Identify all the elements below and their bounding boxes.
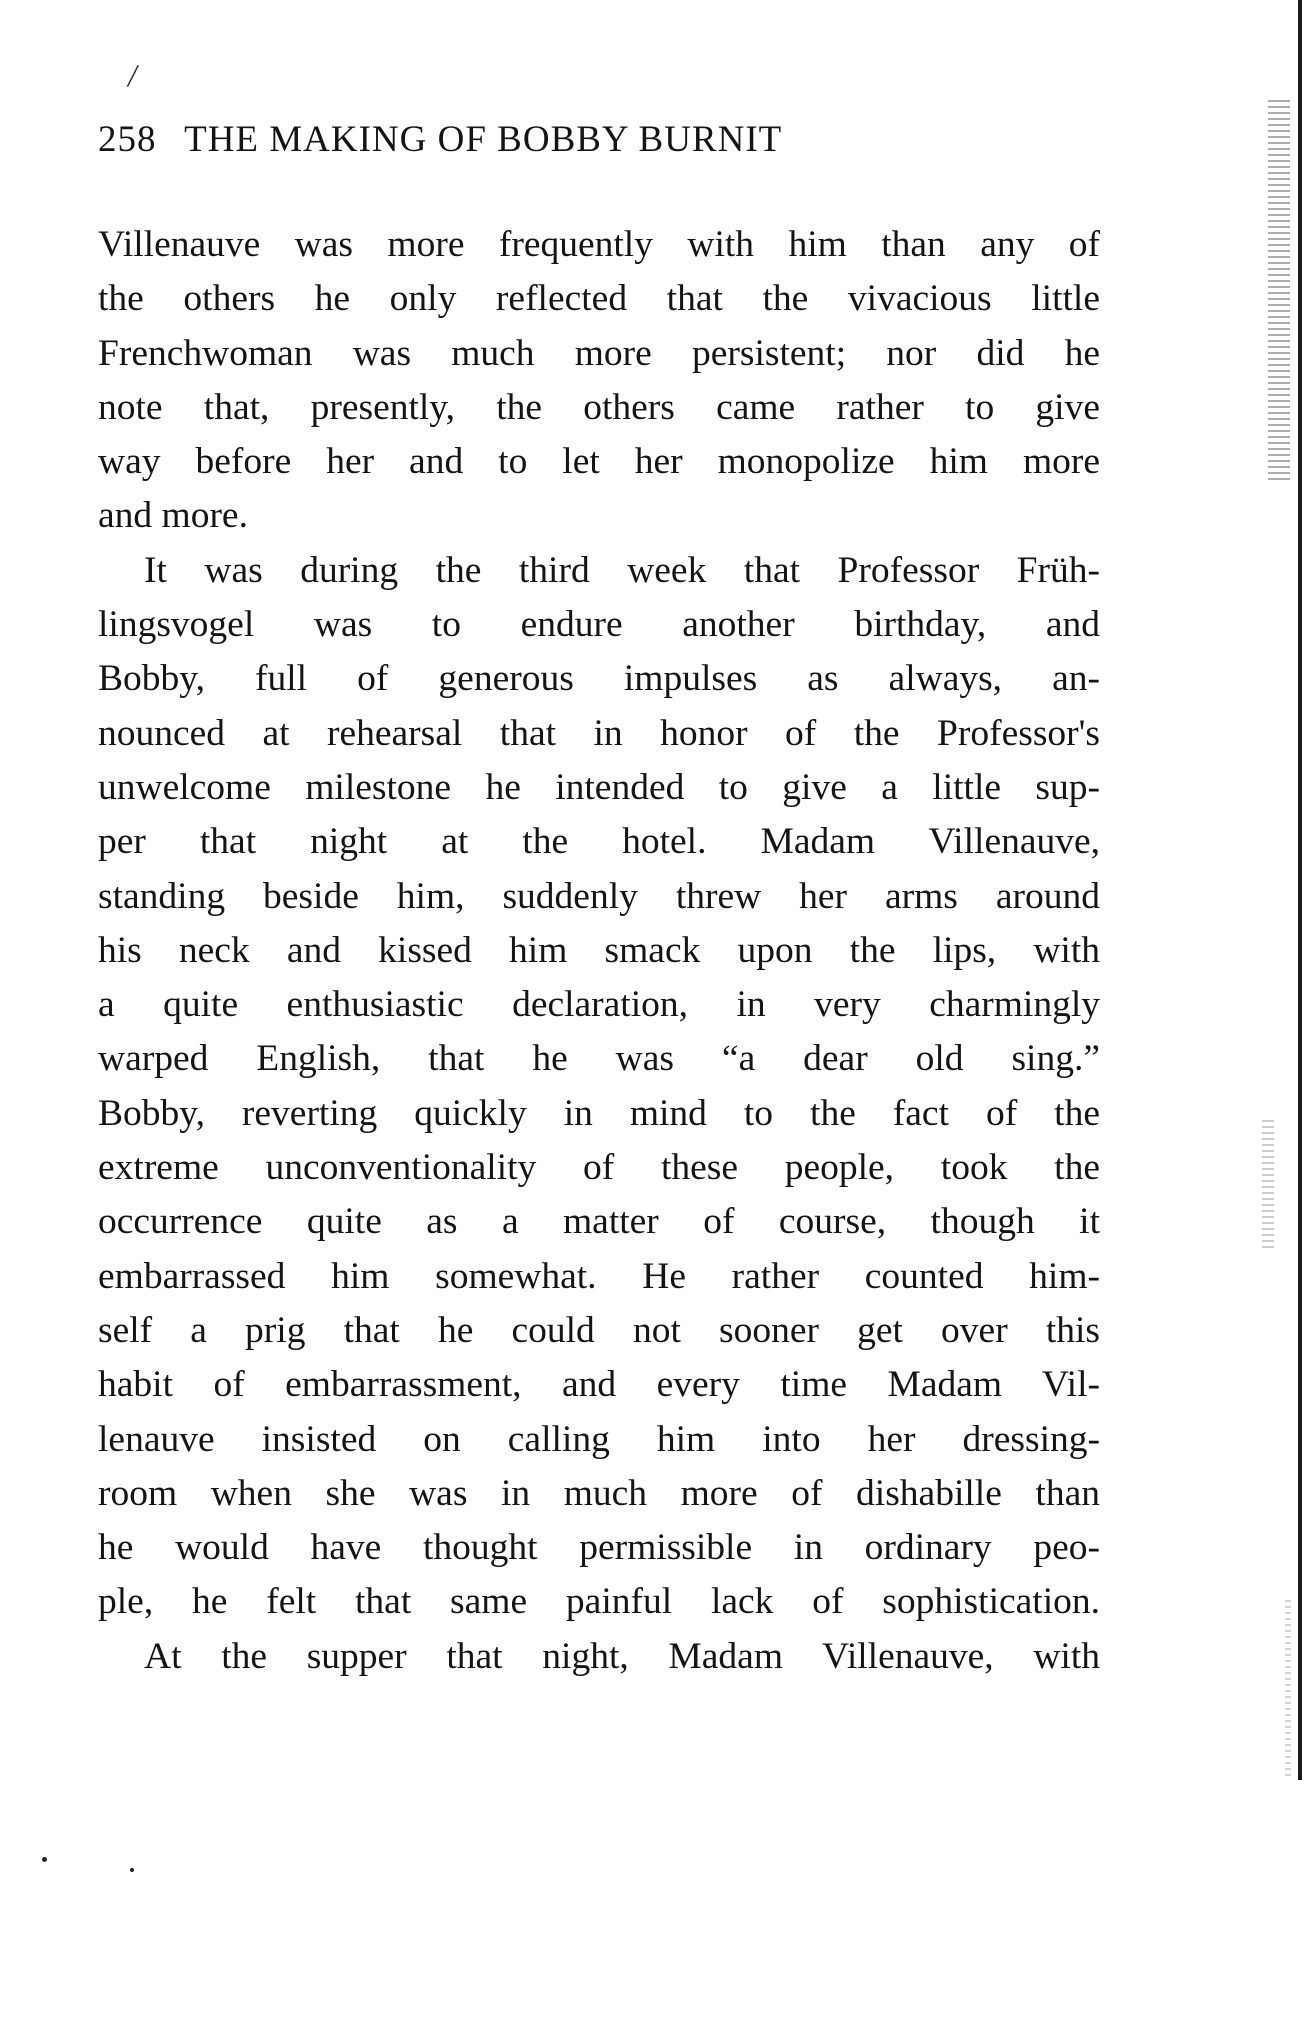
scan-noise [1285, 1600, 1291, 1780]
scan-noise [1262, 1120, 1274, 1250]
text-line: and more. [98, 495, 248, 537]
text-line: unwelcome milestone he intended to give a little sup- [98, 766, 1100, 808]
text-line: per that night at the hotel. Madam Villenauve, [98, 821, 1100, 863]
stray-ink-mark: / [125, 57, 141, 96]
paragraph [98, 1630, 1100, 1684]
text-line: Frenchwoman was much more persistent; nor did he [98, 332, 1100, 374]
text-line: lingsvogel was to endure another birthday, and [98, 604, 1100, 646]
running-title: THE MAKING OF BOBBY BURNIT [184, 119, 783, 160]
text-line: lenauve insisted on calling him into her dressing- [98, 1418, 1100, 1460]
text-line: the others he only reflected that the vivacious little [98, 278, 1100, 320]
text-line: standing beside him, suddenly threw her arms around [98, 875, 1100, 917]
text-line: room when she was in much more of dishabille than [98, 1472, 1100, 1514]
page-number: 258 [98, 119, 157, 160]
text-line: nounced at rehearsal that in honor of the Professor's [98, 712, 1100, 754]
text-line: a quite enthusiastic declaration, in very charmingly [98, 984, 1100, 1026]
body-text [98, 218, 1100, 1684]
text-line: embarrassed him somewhat. He rather counted him- [98, 1255, 1100, 1297]
text-line: Bobby, reverting quickly in mind to the fact of the [98, 1092, 1100, 1134]
text-line: ple, he felt that same painful lack of sophistication. [98, 1581, 1100, 1623]
text-line: extreme unconventionality of these people, took the [98, 1147, 1100, 1189]
text-line: self a prig that he could not sooner get over this [98, 1309, 1100, 1351]
ink-speck [130, 1868, 134, 1872]
running-header [98, 118, 1148, 161]
paragraph [98, 218, 1100, 544]
text-line: way before her and to let her monopolize him more [98, 441, 1100, 483]
scan-noise [1268, 100, 1290, 480]
text-line: his neck and kissed him smack upon the lips, with [98, 929, 1100, 971]
text-line: he would have thought permissible in ordinary peo- [98, 1527, 1100, 1569]
ink-speck [42, 1857, 47, 1862]
text-line: It was during the third week that Professor Früh- [144, 549, 1100, 591]
text-line: note that, presently, the others came rather to give [98, 386, 1100, 428]
text-line: habit of embarrassment, and every time Madam Vil- [98, 1364, 1100, 1406]
text-line: At the supper that night, Madam Villenauve, with [144, 1635, 1100, 1677]
text-line: Bobby, full of generous impulses as always, an- [98, 658, 1100, 700]
binding-edge [1298, 0, 1302, 1780]
text-line: warped English, that he was “a dear old sing.” [98, 1038, 1100, 1080]
paragraph [98, 544, 1100, 1630]
text-line: occurrence quite as a matter of course, though it [98, 1201, 1100, 1243]
text-line: Villenauve was more frequently with him than any of [98, 224, 1100, 265]
